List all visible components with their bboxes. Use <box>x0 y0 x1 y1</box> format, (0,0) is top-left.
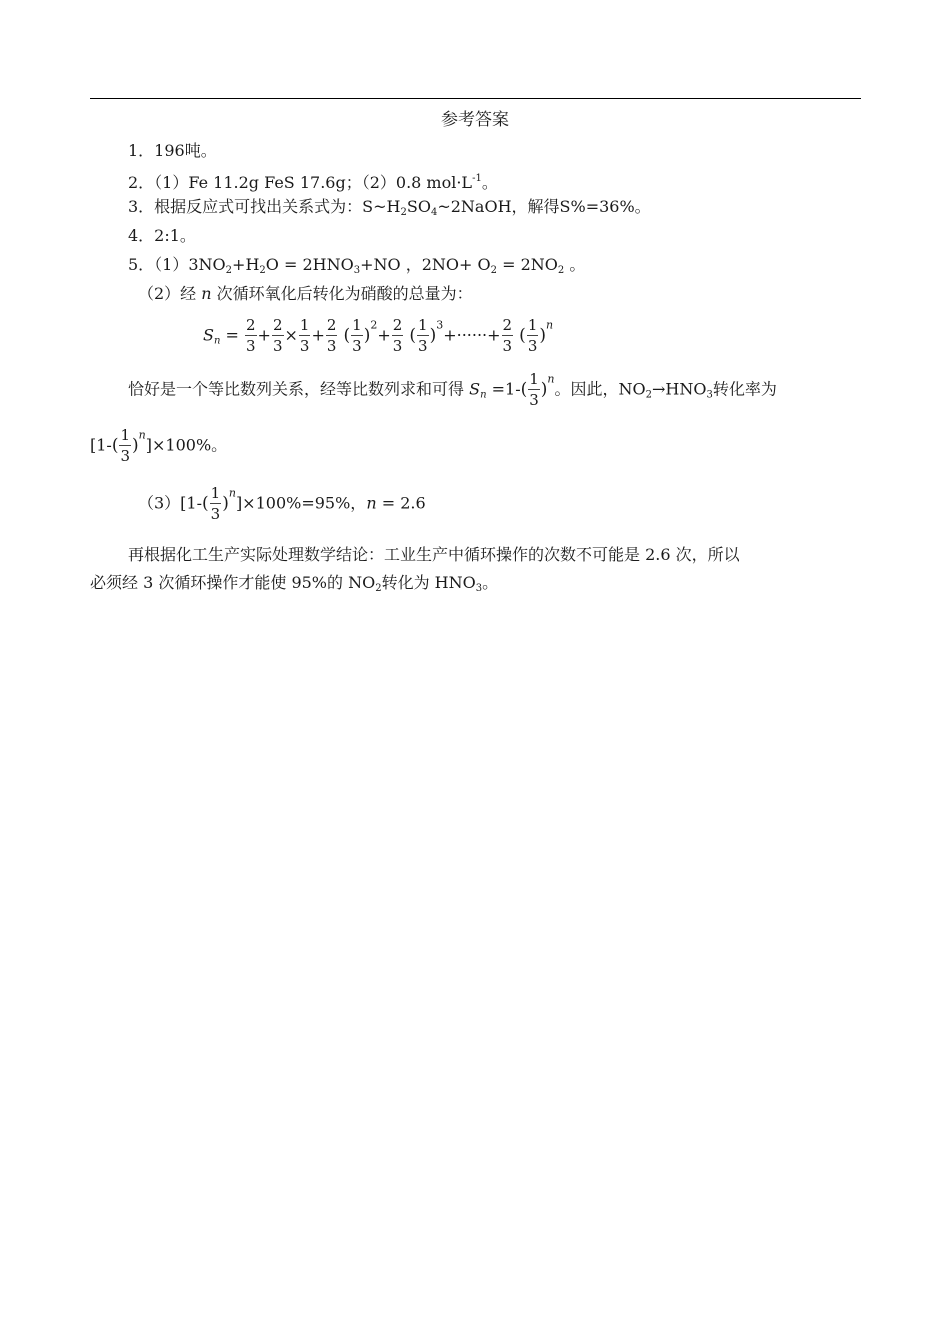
answer-4: 4．2:1。 <box>128 226 196 245</box>
answer-1: 1．196吨。 <box>128 141 217 160</box>
answer-5-3: （3）[1-( $\frac{1}{3}$ )$^n$]×100%=95%，n = 2.6 <box>138 484 426 523</box>
answer-5-1: 5．$(1)3NO_2+H_2O = 2HNO_3+NO$ ，$2NO+ O_2 = 2NO_2$ 。 <box>128 255 586 276</box>
conversion-rate-expression: [1-( $\frac{1}{3}$ )$^n$]×100%。 <box>90 426 228 465</box>
answer-2: 2．（1）Fe 11.2g FeS 17.6g；（2）0.8 $mol\cdot L^{-1}$。 <box>128 173 498 192</box>
sum-formula: $S_n$ = $\frac{2}{3}$ + $\frac{2}{3}$ × $\frac{1}{3}$ + $\frac{2}{3}$ ( $\frac{1}{3}$ )$^2$+ $\frac{2}{3}$ ( $\frac{1}{3}$ )$^3$+······+ $\frac{2}{3}$ ( $\frac{1}{3}$ )$^n$ <box>203 316 554 355</box>
conclusion-line-1: 再根据化工生产实际处理数学结论：工业生产中循环操作的次数不可能是 2.6 次，所以 <box>128 545 740 564</box>
answer-3: 3．根据反应式可找出关系式为：$S\sim H_2SO_4\sim 2NaOH$，解得S%=36%。 <box>128 197 651 218</box>
header-rule <box>90 98 861 99</box>
answer-5-2: （2）经 n 次循环氧化后转化为硝酸的总量为： <box>138 284 473 303</box>
conclusion-line-2: 必须经 3 次循环操作才能使 95%的 $NO_2$转化为 $HNO_3$。 <box>90 573 499 594</box>
page-title: 参考答案 <box>441 110 509 130</box>
paragraph-geometric-sum: 恰好是一个等比数列关系，经等比数列求和可得 $S_n =1-$( $\frac{1}{3}$ )$^n$。因此，$NO_2\to HNO_3$转化率为 <box>128 370 777 409</box>
